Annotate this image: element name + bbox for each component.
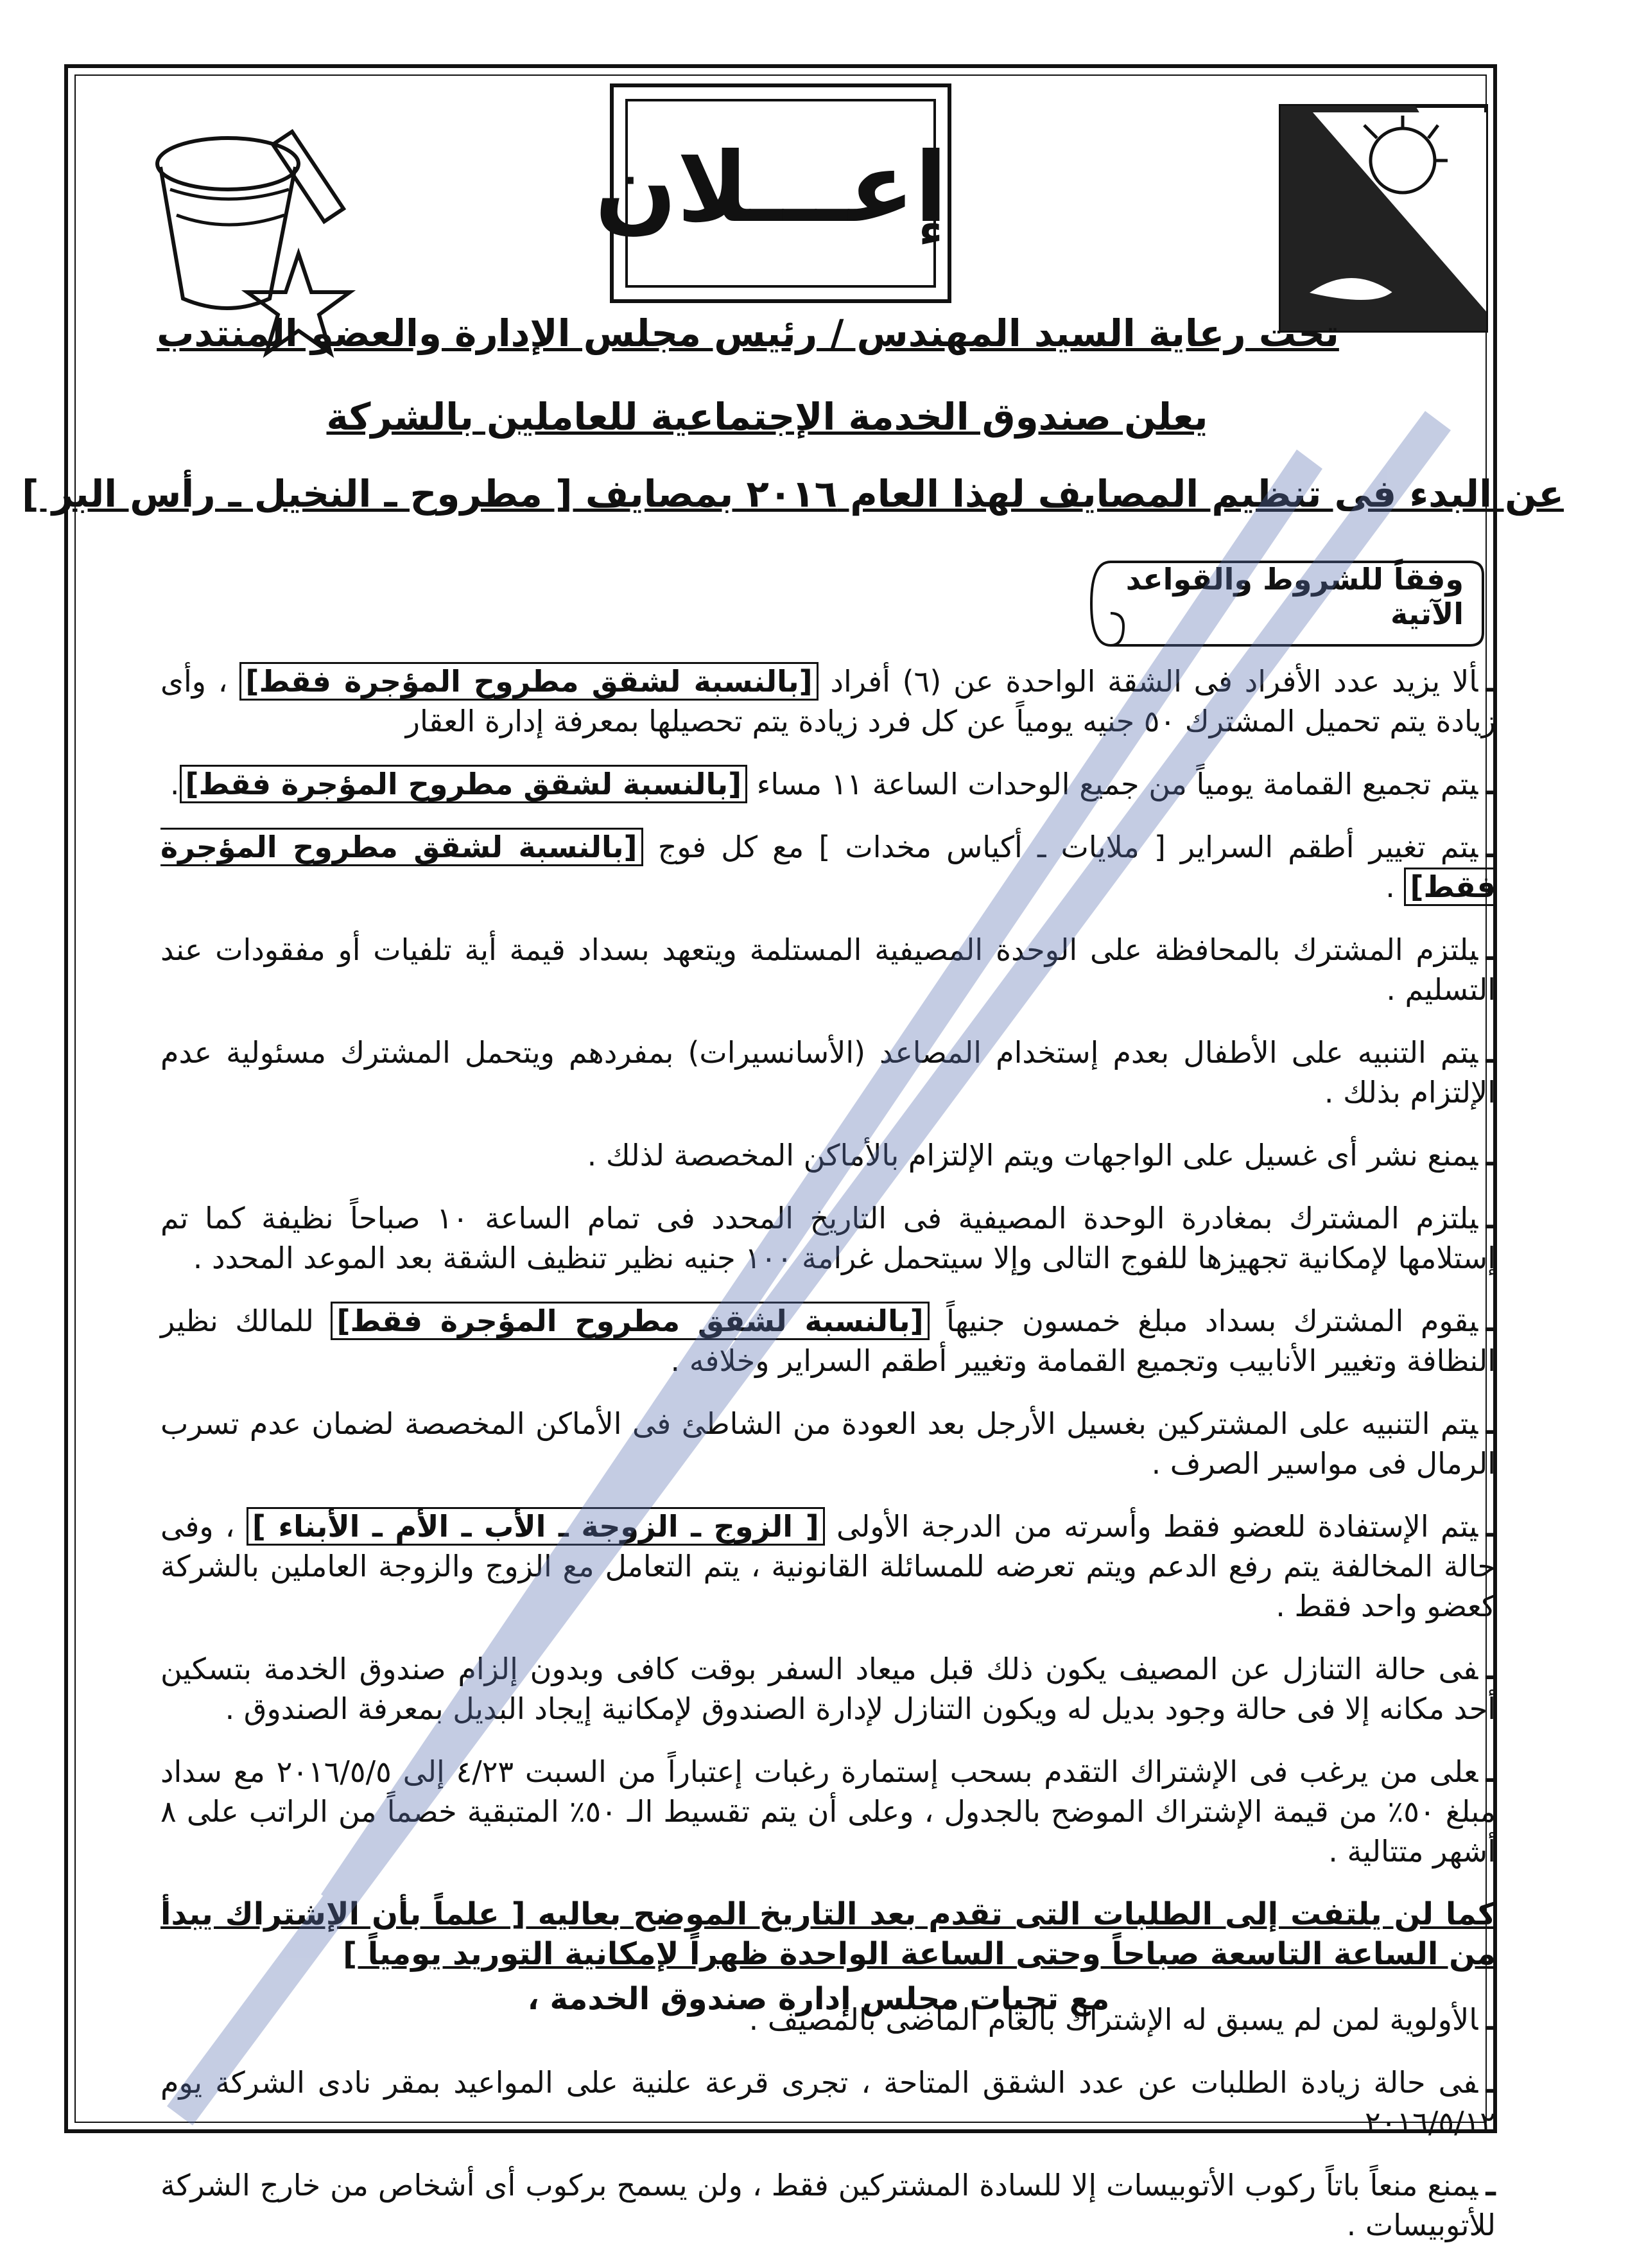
- rule-item: [160, 1506, 1496, 1626]
- rule-item: [160, 1752, 1496, 1871]
- rule-item: [160, 1135, 1496, 1175]
- rule-item: [160, 827, 1496, 907]
- rule-dash: ـ: [1485, 932, 1496, 967]
- deadline-notice: كما لن يلتفت إلى الطلبات التى تقدم بعد التاريخ الموضح بعاليه [ علماً بأن الإشتراك يبدأ من الساعة التاسعة صباحاً وحتى الساعة الواحدة ظهراً لإمكانية التوريد يومياً ]: [160, 1896, 1496, 1972]
- rule-dash: ـ: [1485, 1509, 1496, 1544]
- rule-text: على من يرغب فى الإشتراك التقدم بسحب إستمارة رغبات إعتباراً من السبت ٤/٢٣ إلى ٢٠١٦/٥/٥ مع سداد مبلغ ٥٠٪ من قيمة الإشتراك الموضح بالجدول ، وعلى أن يتم تقسيط الـ ٥٠٪ المتبقية خصماً من الراتب على ٨ أشهر متتالية .: [160, 1754, 1496, 1869]
- rule-text: فى حالة التنازل عن المصيف يكون ذلك قبل ميعاد السفر بوقت كافى وبدون إلزام صندوق الخدمة بتسكين أحد مكانه إلا فى حالة وجود بديل له ويكون التنازل لإدارة الصندوق لإمكانية إيجاد البديل بمعرفة الصندوق .: [160, 1652, 1496, 1726]
- rule-highlight: [ الزوج ـ الزوجة ـ الأب ـ الأم ـ الأبناء ]: [247, 1507, 825, 1546]
- rule-text: يمنع نشر أى غسيل على الواجهات ويتم الإلتزام بالأماكن المخصصة لذلك .: [587, 1138, 1478, 1173]
- rule-highlight: [بالنسبة لشقق مطروح المؤجرة فقط]: [160, 828, 1496, 906]
- rule-dash: ـ: [1485, 664, 1496, 699]
- announcement-title-box: [594, 83, 951, 303]
- rule-highlight: [بالنسبة لشقق مطروح المؤجرة فقط]: [239, 662, 818, 701]
- rule-dash: ـ: [1485, 2002, 1496, 2037]
- subject-heading: عن البدء فى تنظيم المصايف لهذا العام ٢٠١٦ بمصايف [ مطروح ـ النخيل ـ رأس البر ]: [22, 472, 1564, 516]
- rule-dash: ـ: [1485, 830, 1496, 864]
- rule-item: [160, 930, 1496, 1009]
- rule-dash: ـ: [1485, 767, 1496, 801]
- rule-text-end: ، وفى حالة المخالفة يتم رفع الدعم ويتم تعرضه للمسائلة القانونية ، يتم التعامل مع الزوج والزوجة العاملين بالشركة كعضو واحد فقط .: [160, 1509, 1496, 1623]
- rule-text: يقوم المشترك بسداد مبلغ خمسون جنيهاً: [929, 1304, 1478, 1338]
- rule-dash: ـ: [1485, 1304, 1496, 1338]
- rule-item: [160, 1033, 1496, 1112]
- patronage-heading: تحت رعاية السيد المهندس / رئيس مجلس الإدارة والعضو المنتدب: [157, 311, 1339, 355]
- rule-text: فى حالة زيادة الطلبات عن عدد الشقق المتاحة ، تجرى قرعة علنية على المواعيد بمقر نادى الشركة يوم ٢٠١٦/٥/١٢: [160, 2065, 1496, 2140]
- rule-text: ألا يزيد عدد الأفراد فى الشقة الواحدة عن (٦) أفراد: [818, 664, 1478, 699]
- rule-dash: ـ: [1485, 1138, 1496, 1173]
- rule-item: [160, 2063, 1496, 2142]
- rule-item: [160, 1198, 1496, 1278]
- rule-text: يلتزم المشترك بمغادرة الوحدة المصيفية فى التاريخ المحدد فى تمام الساعة ١٠ صباحاً نظيفة كما تم إستلامها لإمكانية تجهيزها للفوج التالى وإلا سيتحمل غرامة ١٠٠ جنيه نظير تنظيف الشقة بعد الموعد المحدد .: [160, 1201, 1496, 1275]
- rule-dash: ـ: [1485, 2168, 1496, 2203]
- rule-highlight: [بالنسبة لشقق مطروح المؤجرة فقط]: [331, 1302, 929, 1340]
- rule-text-end: للمالك نظير النظافة وتغيير الأنابيب وتجميع القمامة وتغيير أطقم السراير وخلافه .: [160, 1304, 1496, 1378]
- rule-dash: ـ: [1485, 1652, 1496, 1686]
- rule-text: يتم الإستفادة للعضو فقط وأسرته من الدرجة الأولى: [824, 1509, 1478, 1544]
- rule-text: يتم التنبيه على المشتركين بغسيل الأرجل بعد العودة من الشاطئ فى الأماكن المخصصة لضمان عدم تسرب الرمال فى مواسير الصرف .: [160, 1406, 1496, 1481]
- beach-sun-icon: [1274, 100, 1493, 337]
- rule-item: [160, 1404, 1496, 1483]
- rule-text: يتم التنبيه على الأطفال بعدم إستخدام المصاعد (الأسانسيرات) بمفردهم ويتحمل المشترك مسئولية عدم الإلتزام بذلك .: [160, 1035, 1496, 1110]
- announcer-heading: يعلن صندوق الخدمة الإجتماعية للعاملين بالشركة: [326, 395, 1208, 439]
- rule-item: [160, 2165, 1496, 2245]
- rule-item: [160, 1301, 1496, 1381]
- rule-dash: ـ: [1485, 2065, 1496, 2100]
- rule-dash: ـ: [1485, 1201, 1496, 1235]
- rules-intro-label: وفقاً للشروط والقواعد الآتية: [1125, 562, 1464, 631]
- rule-text-end: .: [1385, 869, 1405, 904]
- rule-text: يمنع منعاً باتاً ركوب الأتوبيسات إلا للسادة المشتركين فقط ، ولن يسمح بركوب أى أشخاص من خارج الشركة للأتوبيسات .: [160, 2168, 1496, 2242]
- rule-text-end: ، وأى زيادة يتم تحميل المشترك ٥٠ جنيه يومياً عن كل فرد زيادة يتم تحصيلها بمعرفة إدارة العقار: [160, 664, 1496, 738]
- rule-item: [160, 1649, 1496, 1729]
- rule-highlight: [بالنسبة لشقق مطروح المؤجرة فقط]: [180, 765, 748, 803]
- rule-dash: ـ: [1485, 1406, 1496, 1441]
- rules-list: [160, 661, 1496, 2268]
- closing-text: مع تحيات مجلس إدارة صندوق الخدمة ،: [527, 1981, 1110, 2017]
- rule-item: [160, 764, 1496, 804]
- rule-item: [160, 661, 1496, 741]
- rule-text: يلتزم المشترك بالمحافظة على الوحدة المصيفية المستلمة ويتعهد بسداد قيمة أية تلفيات أو مفقودات عند التسليم .: [160, 932, 1496, 1007]
- rule-dash: ـ: [1485, 1035, 1496, 1070]
- rule-text: يتم تغيير أطقم السراير [ ملايات ـ أكياس مخدات ] مع كل فوج: [643, 830, 1478, 864]
- rule-text: يتم تجميع القمامة يومياً من جميع الوحدات الساعة ١١ مساء: [747, 767, 1478, 801]
- rule-text: الأولوية لمن لم يسبق له الإشتراك بالعام الماضى بالمصيف .: [749, 2002, 1478, 2037]
- rule-dash: ـ: [1485, 1754, 1496, 1789]
- rule-text-end: .: [169, 767, 180, 801]
- announcement-title: إعـــلان: [594, 132, 948, 244]
